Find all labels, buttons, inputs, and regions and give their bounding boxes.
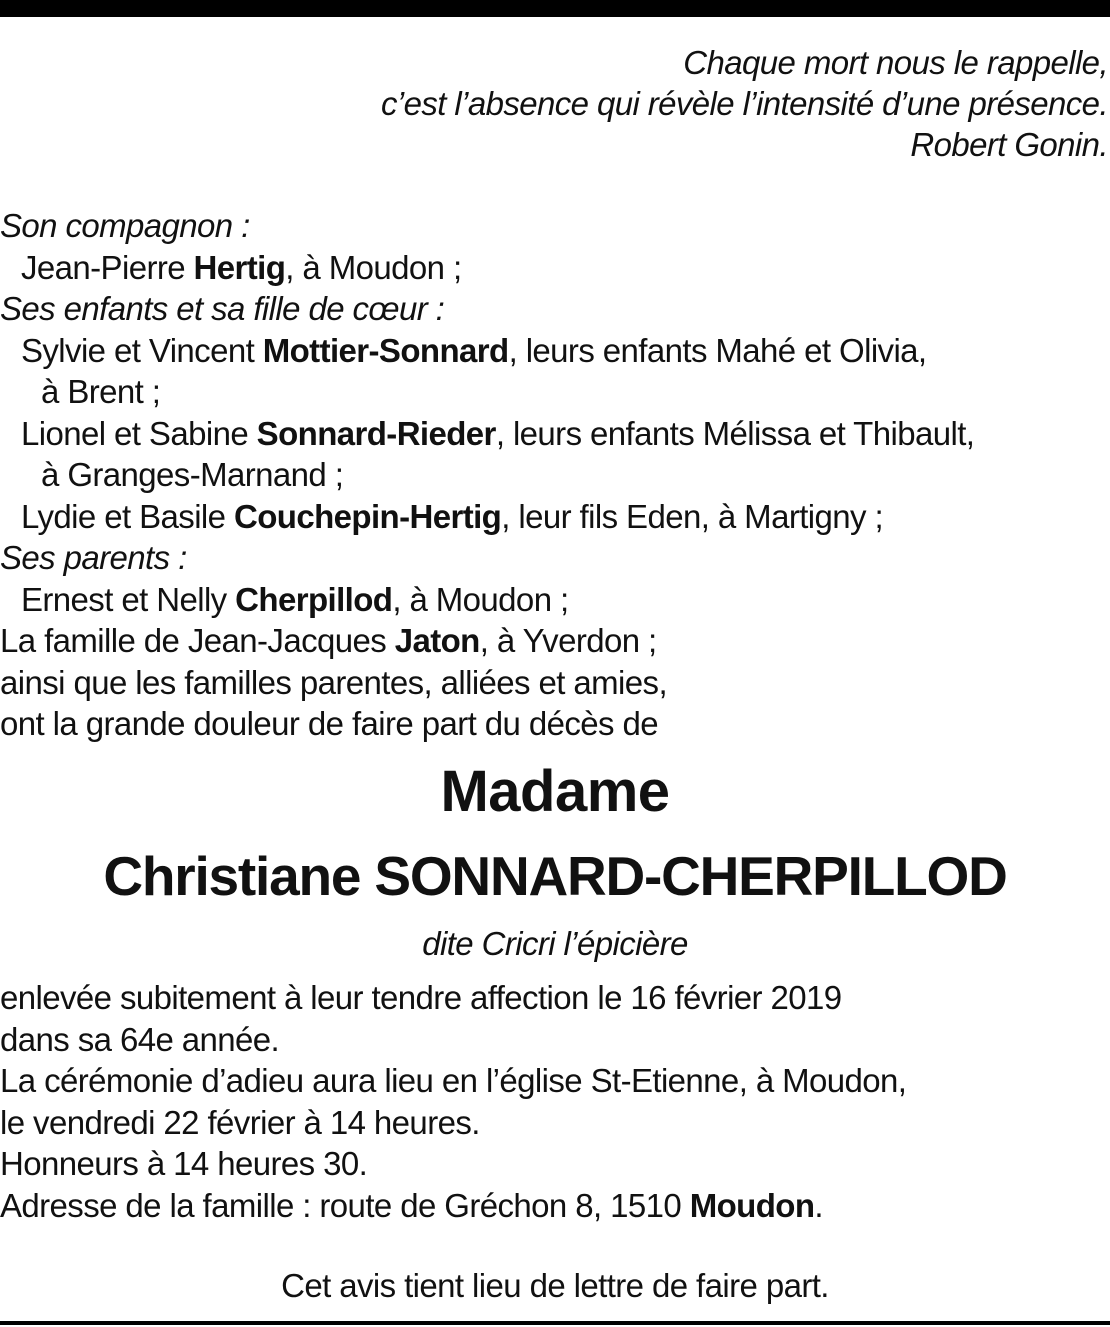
child-2-first-names: Lionel et Sabine	[21, 414, 257, 452]
parents-heading: Ses parents :	[0, 539, 187, 576]
deceased-title: Madame	[440, 759, 670, 824]
quote-line-1: Chaque mort nous le rappelle,	[683, 44, 1108, 81]
address-city: Moudon	[689, 1186, 815, 1224]
address-suffix: .	[814, 1186, 823, 1224]
quote-line-2: c’est l’absence qui révèle l’intensité d’une présence.	[380, 85, 1108, 122]
companion-rest: , à Moudon ;	[285, 248, 462, 286]
companion-surname: Hertig	[193, 248, 286, 286]
quote-author: Robert Gonin.	[910, 126, 1108, 163]
deceased-nickname: dite Cricri l’épicière	[422, 925, 688, 962]
companion-first-names: Jean-Pierre	[21, 248, 194, 286]
child-entry-1-continued: à Brent ;	[41, 373, 161, 410]
allies-line: ainsi que les familles parentes, alliées et amies,	[0, 663, 668, 701]
epigraph-quote	[381, 42, 1108, 165]
child-1-first-names: Sylvie et Vincent	[21, 331, 263, 369]
parents-first-names: Ernest et Nelly	[21, 580, 236, 618]
child-1-rest: , leurs enfants Mahé et Olivia,	[508, 331, 927, 369]
child-3-rest: , leur fils Eden, à Martigny ;	[501, 497, 884, 535]
details-line-1: enlevée subitement à leur tendre affection le 16 février 2019	[0, 979, 842, 1016]
child-entry-3	[0, 496, 974, 538]
other-family-rest: , à Yverdon ;	[479, 622, 657, 659]
child-1-surname: Mottier-Sonnard	[262, 331, 509, 369]
funeral-details	[0, 977, 906, 1227]
other-family-first: La famille de Jean-Jacques	[0, 622, 395, 659]
child-2-rest: , leurs enfants Mélissa et Thibault,	[495, 414, 975, 452]
child-entry-1	[0, 330, 974, 372]
child-3-first-names: Lydie et Basile	[21, 497, 234, 535]
notice-footer: Cet avis tient lieu de lettre de faire part.	[281, 1267, 829, 1304]
details-line-3: La cérémonie d’adieu aura lieu en l’église St-Etienne, à Moudon,	[0, 1062, 907, 1100]
parents-surname: Cherpillod	[235, 580, 393, 618]
other-family-surname: Jaton	[394, 622, 480, 659]
family-list	[0, 205, 974, 745]
parents-entry	[0, 579, 974, 621]
child-entry-2	[0, 413, 974, 455]
details-line-2: dans sa 64e année.	[0, 1020, 280, 1058]
address-prefix: Adresse de la famille : route de Gréchon 8, 1510	[0, 1186, 690, 1224]
details-line-5: Honneurs à 14 heures 30.	[0, 1145, 368, 1183]
details-line-4: le vendredi 22 février à 14 heures.	[0, 1103, 480, 1141]
deceased-name: Christiane SONNARD-CHERPILLOD	[103, 845, 1007, 907]
children-heading: Ses enfants et sa fille de cœur :	[0, 290, 445, 327]
child-2-surname: Sonnard-Rieder	[256, 414, 496, 452]
other-family-entry	[0, 620, 974, 662]
bottom-border-rule	[0, 1321, 1110, 1325]
parents-rest: , à Moudon ;	[392, 580, 569, 618]
family-address	[0, 1185, 906, 1227]
child-entry-2-continued: à Granges-Marnand ;	[41, 456, 344, 493]
child-3-surname: Couchepin-Hertig	[233, 497, 502, 535]
companion-entry	[0, 247, 974, 289]
companion-heading: Son compagnon :	[0, 207, 250, 244]
announcement-line: ont la grande douleur de faire part du décès de	[0, 705, 658, 742]
top-border-rule	[0, 0, 1110, 17]
